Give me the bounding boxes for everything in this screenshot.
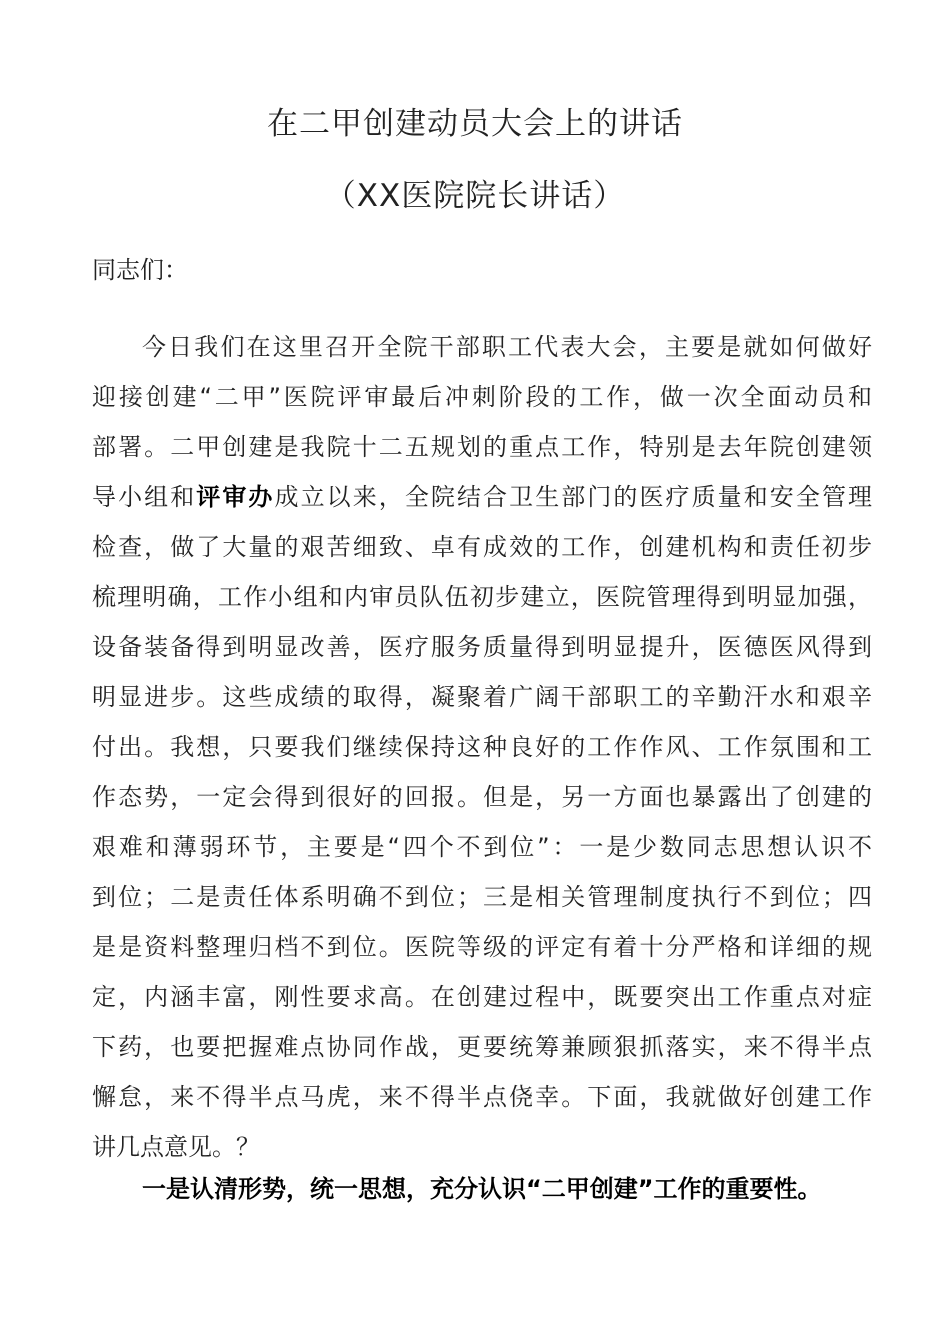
paragraph-line: 是是资料整理归档不到位。医院等级的评定有着十分严格和详细的规 bbox=[92, 933, 872, 961]
paragraph-line: 付出。我想，只要我们继续保持这种良好的工作作风、工作氛围和工 bbox=[92, 733, 872, 761]
line-text: 导小组和 bbox=[92, 483, 197, 511]
paragraph-line: 讲几点意见。？ bbox=[92, 1133, 260, 1161]
paragraph-line: 明显进步。这些成绩的取得，凝聚着广阔干部职工的辛勤汗水和艰辛 bbox=[92, 683, 872, 711]
paragraph-line: 迎接创建“二甲”医院评审最后冲刺阶段的工作，做一次全面动员和 bbox=[92, 383, 872, 411]
paragraph-line: 作态势，一定会得到很好的回报。但是，另一方面也暴露出了创建的 bbox=[92, 783, 872, 811]
paragraph-line: 到位；二是责任体系明确不到位；三是相关管理制度执行不到位；四 bbox=[92, 883, 872, 911]
paragraph-line: 今日我们在这里召开全院干部职工代表大会，主要是就如何做好 bbox=[142, 333, 872, 361]
section-heading: 一是认清形势，统一思想，充分认识“二甲创建”工作的重要性。 bbox=[142, 1175, 822, 1203]
paragraph-line bbox=[92, 472, 872, 522]
paragraph-line: 检查，做了大量的艰苦细致、卓有成效的工作，创建机构和责任初步 bbox=[92, 533, 872, 561]
paragraph-line: 艰难和薄弱环节，主要是“四个不到位”：一是少数同志思想认识不 bbox=[92, 833, 872, 861]
paragraph-line: 设备装备得到明显改善，医疗服务质量得到明显提升，医德医风得到 bbox=[92, 633, 872, 661]
paragraph-line: 懈怠，来不得半点马虎，来不得半点侥幸。下面，我就做好创建工作 bbox=[92, 1083, 872, 1111]
paragraph-line: 部署。二甲创建是我院十二五规划的重点工作，特别是去年院创建领 bbox=[92, 433, 872, 461]
body-paragraph bbox=[92, 322, 872, 1172]
salutation: 同志们： bbox=[92, 256, 188, 284]
highlight-term: 评审办 bbox=[196, 483, 275, 511]
paragraph-line: 下药，也要把握难点协同作战，更要统筹兼顾狠抓落实，来不得半点 bbox=[92, 1033, 872, 1061]
line-text: 成立以来，全院结合卫生部门的医疗质量和安全管理 bbox=[274, 483, 873, 511]
paragraph-line: 定，内涵丰富，刚性要求高。在创建过程中，既要突出工作重点对症 bbox=[92, 983, 872, 1011]
document-title: 在二甲创建动员大会上的讲话 bbox=[267, 106, 683, 142]
paragraph-line: 梳理明确，工作小组和内审员队伍初步建立，医院管理得到明显加强， bbox=[92, 583, 872, 611]
document-subtitle: （XX医院院长讲话） bbox=[324, 178, 626, 214]
